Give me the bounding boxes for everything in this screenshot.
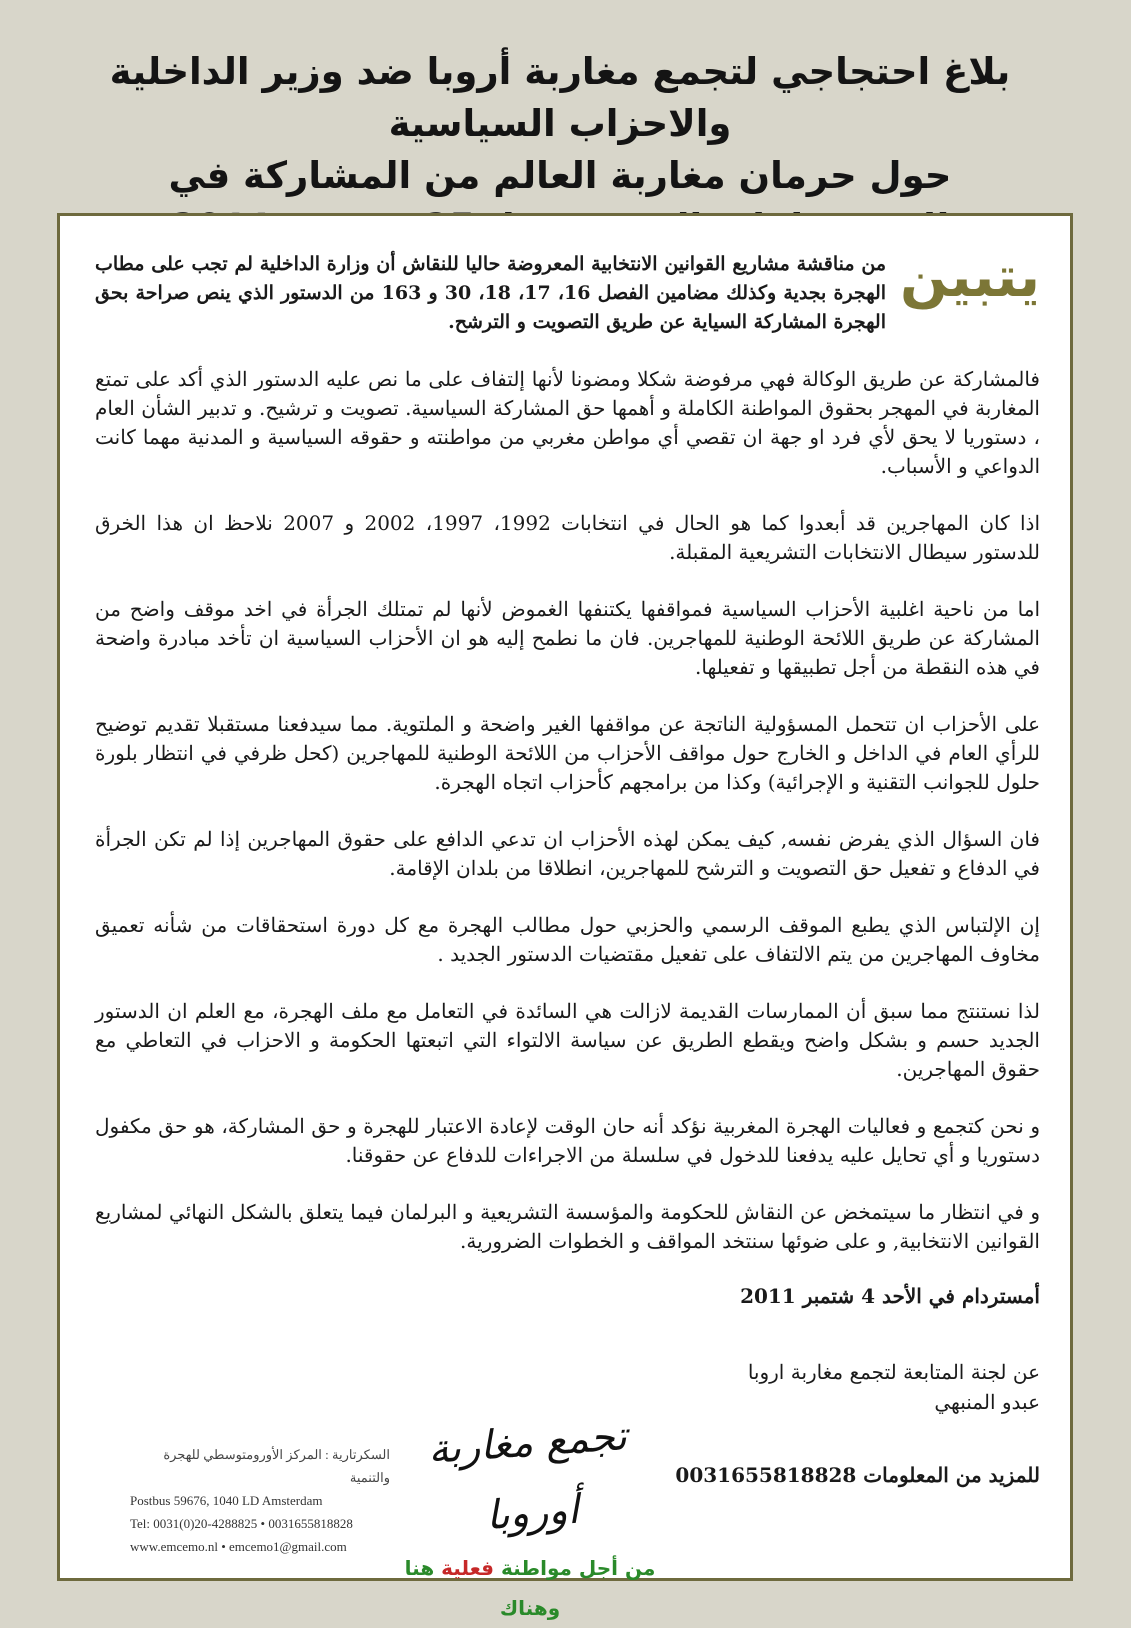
footer-tel: Tel: 0031(0)20-4288825 • 0031655818828 xyxy=(130,1516,353,1531)
paragraph: فالمشاركة عن طريق الوكالة فهي مرفوضة شكلا ومضونا لأنها إلتفاف على ما نص عليه الدستور الذي أكد على تمتع المغاربة في المهجر بحقوق المواطنة الكاملة و أهمها حق المشاركة السياسية. تصويت و ترشيح. و تدبير الشأن العام ، دستوريا لا يحق لأي فرد او جهة ان تقصي أي مواطن مغربي من مواطنته و حقوقه السياسية و المدنية مهما كانت الدواعي و الأسباب. xyxy=(95,367,1040,478)
signature-committee: عن لجنة المتابعة لتجمع مغاربة اروبا xyxy=(747,1360,1040,1384)
paragraph: اما من ناحية اغلبية الأحزاب السياسية فمواقفها يكتنفها الغموض لأنها لم تمتلك الجرأة في اخد موقف واضح من المشاركة عن طريق اللائحة الوطنية للمهاجرين. فان ما نطمح إليه هو ان الأحزاب السياسية ان تأخد مبادرة واضحة في هذه النقطة من أجل تطبيقها و تفعيلها. xyxy=(95,597,1040,679)
paragraph: إن الإلتباس الذي يطبع الموقف الرسمي والحزبي حول مطالب الهجرة مع كل دورة استحقاقات من شأنه تعميق مخاوف المهاجرين من يتم الالتفاف على تفعيل مقتضيات الدستور الجديد . xyxy=(95,913,1040,966)
info-line: للمزيد من المعلومات 0031655818828 xyxy=(675,1463,1040,1487)
lead-text: من مناقشة مشاريع القوانين الانتخابية المعروضة حاليا للنقاش أن وزارة الداخلية لم تجب على مطاب الهجرة بجدية وكذلك مضامين الفصل 16، 17، 18، 30 و 163 من الدستور الذي ينص صراحة بحق الهجرة المشاركة السياية عن طريق التصويت و الترشح. xyxy=(95,253,887,333)
slogan-part-3: هنا وهناك xyxy=(404,1556,561,1620)
document-frame xyxy=(57,213,1073,1620)
document-body xyxy=(95,246,1040,1490)
date-line: أمستردام في الأحد 4 شتمبر 2011 xyxy=(740,1284,1040,1308)
footer-address xyxy=(130,1443,390,1558)
title-line-1: بلاغ احتجاجي لتجمع مغاربة أروبا ضد وزير الداخلية والاحزاب السياسية xyxy=(109,50,1011,145)
lead-paragraph xyxy=(95,246,1040,337)
paragraph: فان السؤال الذي يفرض نفسه, كيف يمكن لهذه الأحزاب ان تدعي الدافع على حقوق المهاجرين إذا لم تكن الجرأة في الدفاع و تفعيل حق التصويت و الترشح للمهاجرين، انطلاقا من بلدان الإقامة. xyxy=(95,827,1040,880)
logo-calligraphy: تجمع مغاربة أوروبا xyxy=(426,1413,629,1540)
paragraph: اذا كان المهاجرين قد أبعدوا كما هو الحال في انتخابات 1992، 1997، 2002 و 2007 نلاحظ ان هذا الخرق للدستور سيطال الانتخابات التشريعية المقبلة. xyxy=(95,511,1041,564)
footer-web: www.emcemo.nl • emcemo1@gmail.com xyxy=(130,1539,347,1554)
slogan-part-2: فعلية xyxy=(441,1556,495,1580)
slogan xyxy=(400,1548,660,1628)
title-line-2: حول حرمان مغاربة العالم من المشاركة في xyxy=(168,154,952,197)
paragraph: لذا نستنتج مما سبق أن الممارسات القديمة لازالت هي السائدة في التعامل مع ملف الهجرة، مع العلم ان الدستور الجديد حسم و بشكل واضح ويقطع الطريق عن سياسة الالتواء التي اتبعتها الحكومة و الاحزاب في التعاطي مع حقوق المهاجرين. xyxy=(95,999,1040,1081)
paragraph: و في انتظار ما سيتمخض عن النقاش للحكومة والمؤسسة التشريعية و البرلمان فيما يتعلق بالشكل النهائي لمشاريع القوانين الانتخابية, و على ضوئها سنتخد المواقف و الخطوات الضرورية. xyxy=(95,1200,1040,1253)
lead-word: يتبين xyxy=(900,245,1040,310)
footer-secretariat: السكرتارية : المركز الأورومتوسطي للهجرة والتنمية xyxy=(163,1447,390,1485)
footer-logo xyxy=(400,1408,660,1620)
paragraph: و نحن كتجمع و فعاليات الهجرة المغربية نؤكد أنه حان الوقت لإعادة الاعتبار للهجرة و حق المشاركة، هو حق مكفول دستوريا و أي تحايل عليه يدفعنا للدخول في سلسلة من الاجراءات للدفاع عن حقوقنا. xyxy=(95,1114,1040,1167)
footer-postbus: Postbus 59676, 1040 LD Amsterdam xyxy=(130,1493,323,1508)
paragraph: على الأحزاب ان تتحمل المسؤولية الناتجة عن مواقفها الغير واضحة و الملتوية. مما سيدفعنا مستقبلا تقديم توضيح للرأي العام في الداخل و الخارج حول مواقف الأحزاب من اللائحة الوطنية للمهاجرين (كحل ظرفي في انتظار بلورة حلول للجوانب التقنية و الإجرائية) وكذا من برامجهم كأحزاب اتجاه الهجرة. xyxy=(95,712,1040,794)
signature-name: عبدو المنبهي xyxy=(934,1390,1040,1414)
slogan-part-1: من أجل مواطنة xyxy=(500,1556,656,1580)
